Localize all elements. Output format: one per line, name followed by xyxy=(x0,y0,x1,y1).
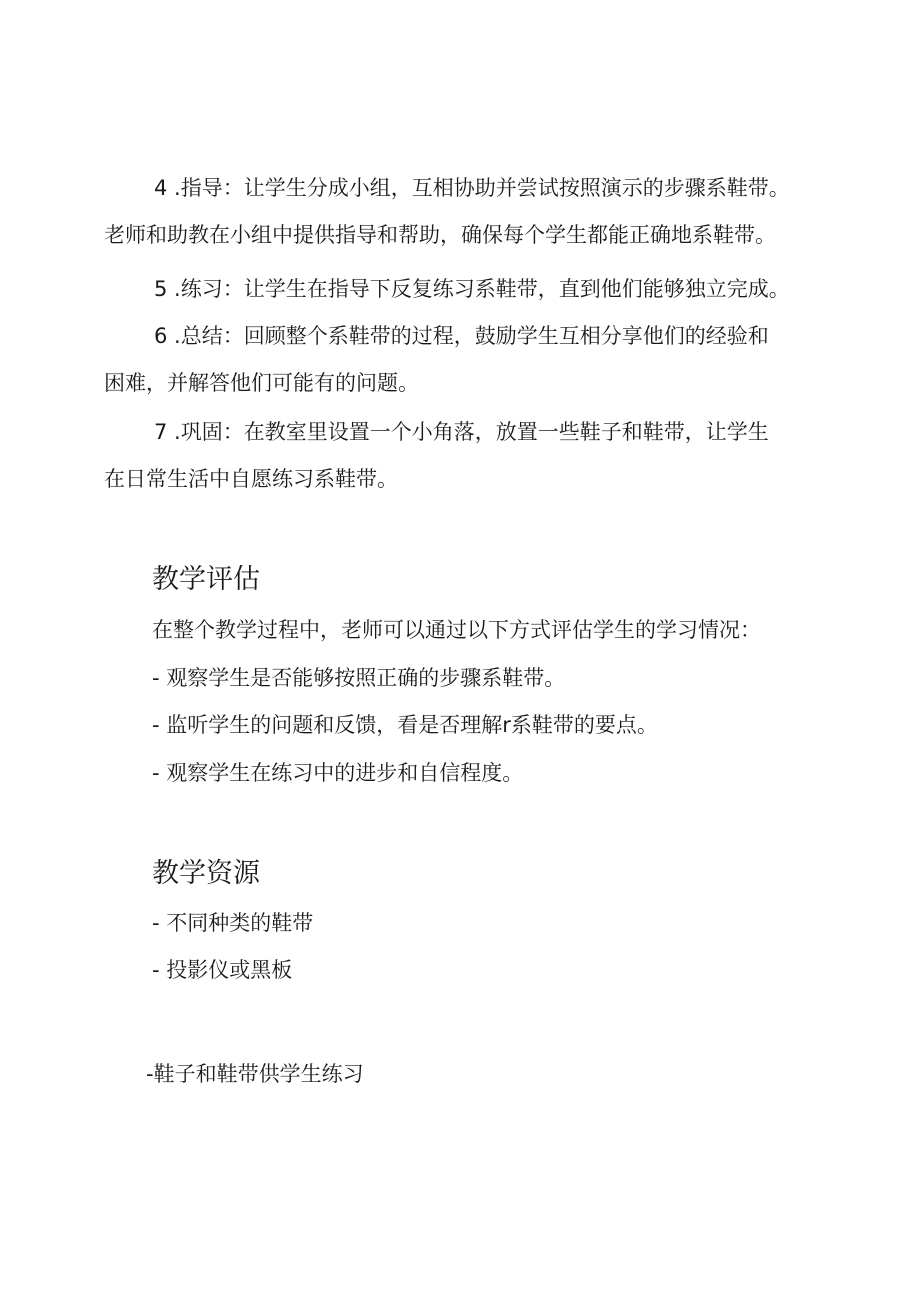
step-6-line-1: 6 .总结：回顾整个系鞋带的过程，鼓励学生互相分享他们的经验和 xyxy=(154,324,769,348)
step-6-paragraph xyxy=(104,313,822,407)
resources-item: -鞋子和鞋带供学生练习 xyxy=(146,1062,364,1086)
step-4-line-2: 老师和助教在小组中提供指导和帮助，确保每个学生都能正确地系鞋带。 xyxy=(104,223,776,247)
evaluation-item: - 监听学生的问题和反馈，看是否理解r系鞋带的要点。 xyxy=(152,713,658,737)
resources-item: - 投影仪或黑板 xyxy=(152,958,293,982)
resources-item: - 不同种类的鞋带 xyxy=(152,911,314,935)
evaluation-heading: 教学评估 xyxy=(152,564,260,595)
step-4-line-1: 4 .指导：让学生分成小组，互相协助并尝试按照演示的步骤系鞋带。 xyxy=(154,176,790,200)
step-7-line-1: 7 .巩固：在教室里设置一个小角落，放置一些鞋子和鞋带，让学生 xyxy=(154,420,769,444)
step-7-line-2: 在日常生活中自愿练习系鞋带。 xyxy=(104,467,398,491)
step-5-line-1: 5 .练习：让学生在指导下反复练习系鞋带，直到他们能够独立完成。 xyxy=(154,277,790,301)
step-5-paragraph xyxy=(104,266,822,313)
step-4-paragraph xyxy=(104,165,822,259)
step-6-line-2: 困难，并解答他们可能有的问题。 xyxy=(104,371,419,395)
evaluation-item: - 观察学生在练习中的进步和自信程度。 xyxy=(152,761,524,785)
step-7-paragraph xyxy=(104,409,822,503)
evaluation-item: - 观察学生是否能够按照正确的步骤系鞋带。 xyxy=(152,666,566,690)
resources-heading: 教学资源 xyxy=(152,858,260,889)
evaluation-intro: 在整个教学过程中，老师可以通过以下方式评估学生的学习情况： xyxy=(152,618,761,642)
